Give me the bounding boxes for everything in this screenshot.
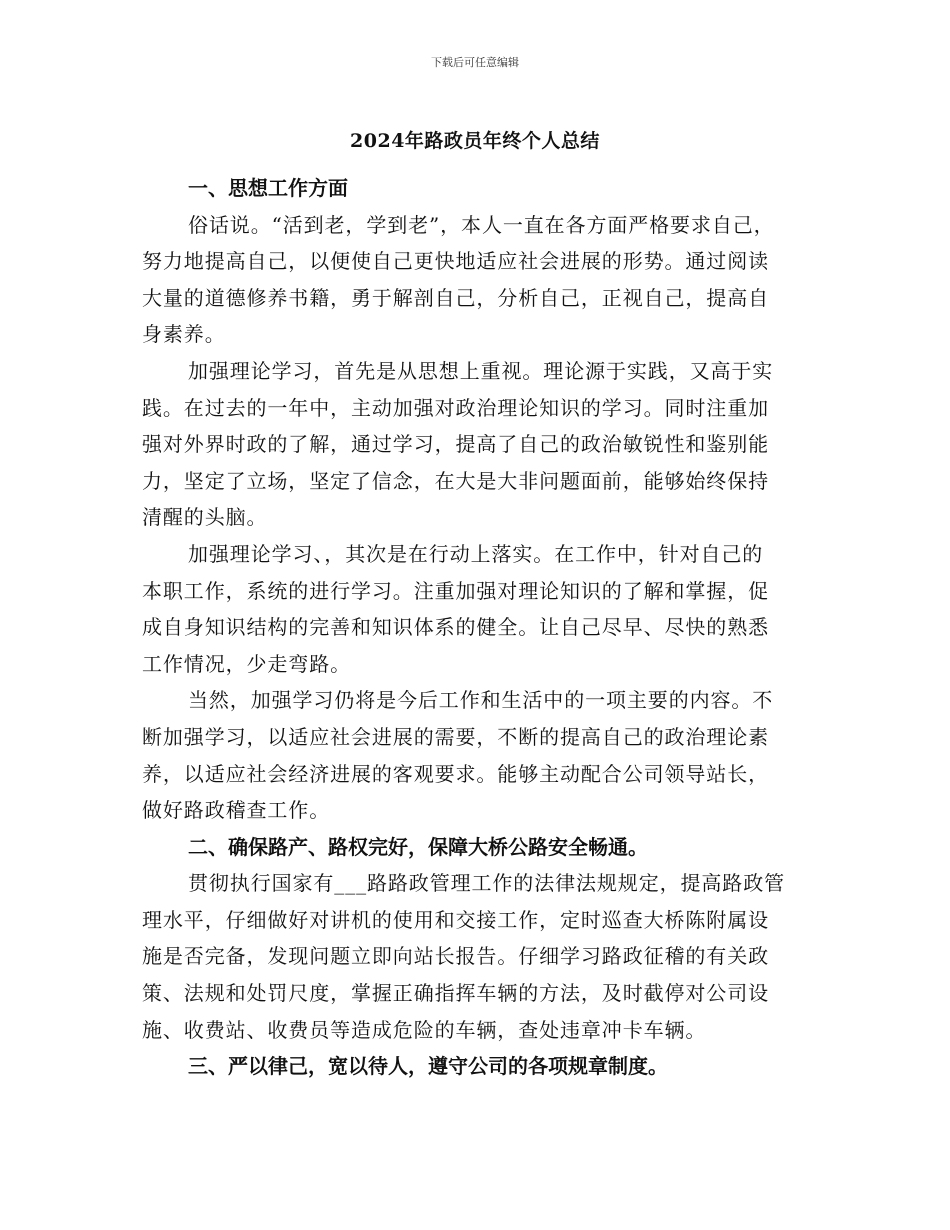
text-line: 施、收费站、收费员等造成危险的车辆，查处违章冲卡车辆。 [142,1017,707,1042]
text-line: 理水平，仔细做好对讲机的使用和交接工作，定时巡查大桥陈附属设 [142,907,769,932]
document-body [142,170,810,1085]
text-line: 断加强学习，以适应社会进展的需要，不断的提高自己的政治理论素 [142,724,769,749]
text-line: 践。在过去的一年中，主动加强对政治理论知识的学习。同时注重加 [142,395,769,420]
paragraph [142,682,810,828]
text-line: 身素养。 [142,322,226,347]
text-line: 养，以适应社会经济进展的客观要求。能够主动配合公司领导站长， [142,761,769,786]
paragraph [142,536,810,682]
header-note: 下载后可任意编辑 [431,56,519,69]
text-line: 俗话说。“活到老，学到老”，本人一直在各方面严格要求自己， [188,212,775,237]
text-line: 贯彻执行国家有___路路政管理工作的法律法规规定，提高路政管 [188,871,785,896]
section-heading-3: 三、严以律己，宽以待人，遵守公司的各项规章制度。 [188,1054,668,1079]
text-line: 加强理论学习、，其次是在行动上落实。在工作中，针对自己的 [188,541,764,566]
text-line: 努力地提高自己，以便使自己更快地适应社会进展的形势。通过阅读 [142,249,769,274]
text-line: 成自身知识结构的完善和知识体系的健全。让自己尽早、尽快的熟悉 [142,615,769,640]
text-line: 工作情况，少走弯路。 [142,651,351,676]
text-line: 做好路政稽查工作。 [142,798,331,823]
text-line: 施是否完备，发现问题立即向站长报告。仔细学习路政征稽的有关政 [142,944,769,969]
text-line: 清醒的头脑。 [142,505,268,530]
paragraph [142,865,810,1048]
text-line: 当然，加强学习仍将是今后工作和生活中的一项主要的内容。不 [188,688,774,713]
document-title: 2024年路政员年终个人总结 [350,130,600,152]
text-line: 本职工作，系统的进行学习。注重加强对理论知识的了解和掌握，促 [142,578,769,603]
text-line: 策、法规和处罚尺度，掌握正确指挥车辆的方法，及时截停对公司设 [142,981,769,1006]
section-heading-2: 二、确保路产、路权完好，保障大桥公路安全畅通。 [188,834,648,859]
section-heading-1: 一、思想工作方面 [188,176,348,200]
text-line: 加强理论学习，首先是从思想上重视。理论源于实践，又高于实 [188,358,774,383]
paragraph [142,207,810,353]
text-line: 强对外界时政的了解，通过学习，提高了自己的政治敏锐性和鉴别能 [142,432,769,457]
text-line: 力，坚定了立场，坚定了信念，在大是大非问题面前，能够始终保持 [142,468,769,493]
text-line: 大量的道德修养书籍，勇于解剖自己，分析自己，正视自己，提高自 [142,285,769,310]
paragraph [142,353,810,536]
